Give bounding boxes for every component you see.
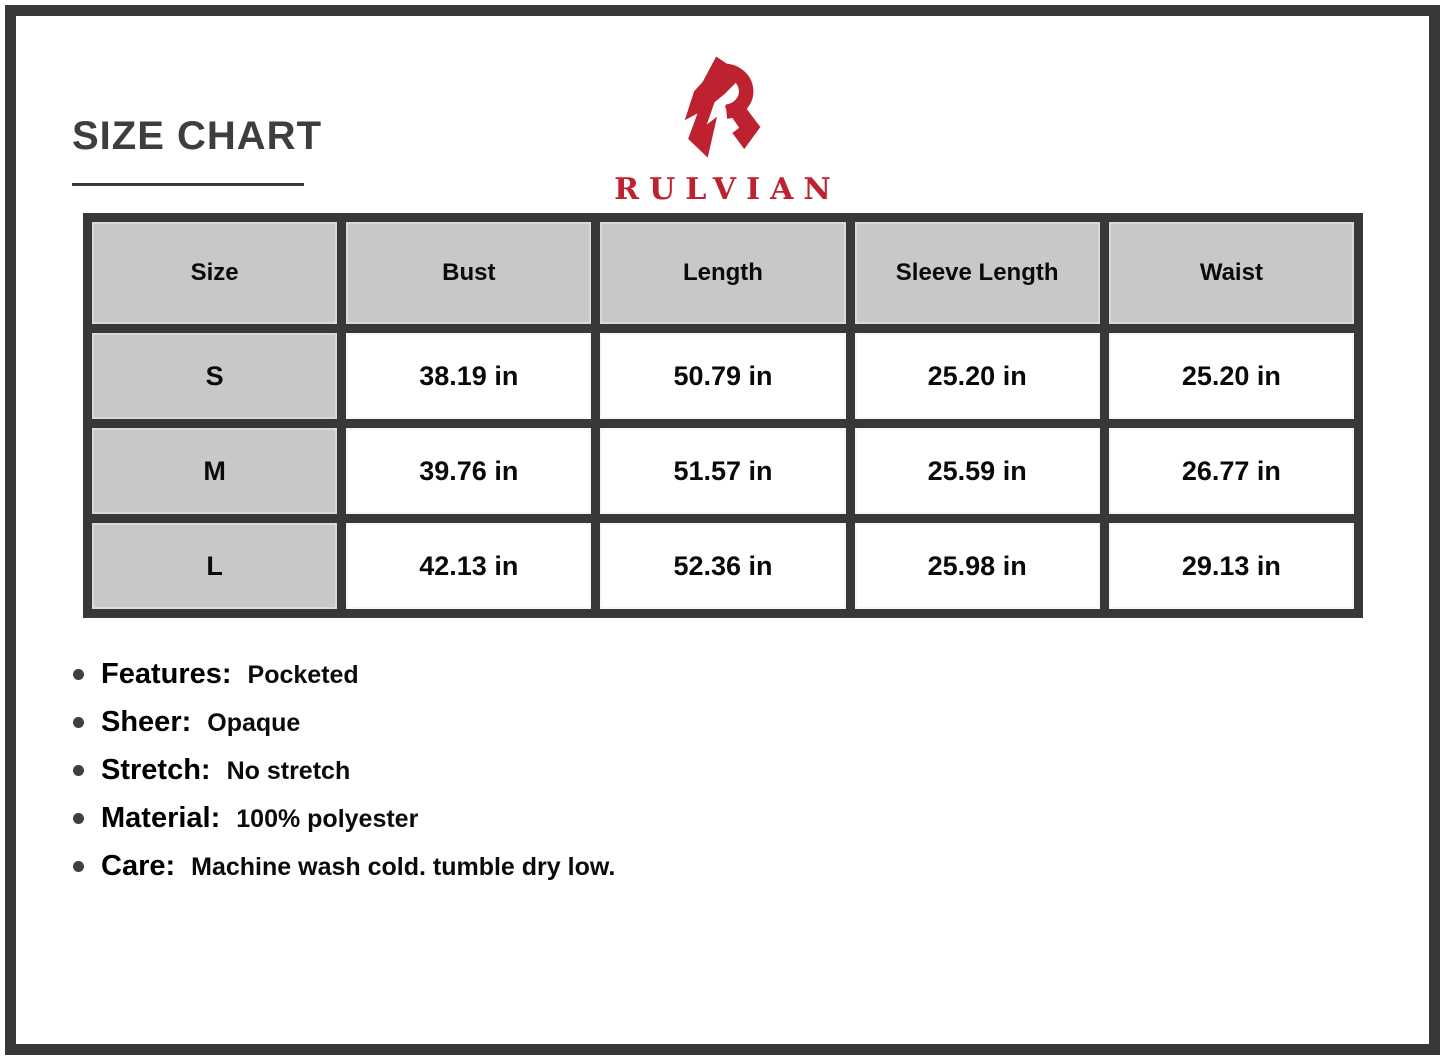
detail-item-material	[73, 802, 615, 835]
page-frame	[5, 5, 1440, 1055]
detail-item-sheer	[73, 706, 615, 739]
detail-label: Features:	[101, 658, 232, 690]
detail-label: Material:	[101, 802, 221, 834]
value-cell: 42.13 in	[346, 523, 591, 609]
table-row-s	[92, 333, 1354, 419]
detail-item-care	[73, 850, 615, 883]
bullet-icon	[73, 765, 84, 776]
column-header-sleeve-length: Sleeve Length	[855, 222, 1100, 324]
size-cell: M	[92, 428, 337, 514]
page-title: SIZE CHART	[72, 114, 322, 158]
detail-value: No stretch	[226, 757, 351, 785]
detail-label: Sheer:	[101, 706, 192, 738]
detail-item-features	[73, 658, 615, 691]
size-cell: L	[92, 523, 337, 609]
value-cell: 52.36 in	[600, 523, 845, 609]
detail-label: Care:	[101, 850, 176, 882]
column-header-size: Size	[92, 222, 337, 324]
brand-name: RULVIAN	[614, 172, 841, 207]
bullet-icon	[73, 717, 84, 728]
value-cell: 25.98 in	[855, 523, 1100, 609]
column-header-length: Length	[600, 222, 845, 324]
detail-value: 100% polyester	[236, 805, 419, 833]
detail-value: Machine wash cold. tumble dry low.	[191, 853, 616, 881]
value-cell: 39.76 in	[346, 428, 591, 514]
column-header-bust: Bust	[346, 222, 591, 324]
brand-logo	[16, 50, 1429, 207]
value-cell: 25.59 in	[855, 428, 1100, 514]
detail-item-stretch	[73, 754, 615, 787]
bullet-icon	[73, 813, 84, 824]
value-cell: 25.20 in	[1109, 333, 1354, 419]
bullet-icon	[73, 861, 84, 872]
value-cell: 50.79 in	[600, 333, 845, 419]
value-cell: 51.57 in	[600, 428, 845, 514]
table-row-l	[92, 523, 1354, 609]
value-cell: 25.20 in	[855, 333, 1100, 419]
value-cell: 26.77 in	[1109, 428, 1354, 514]
detail-value: Opaque	[207, 709, 301, 737]
detail-label: Stretch:	[101, 754, 211, 786]
column-header-waist: Waist	[1109, 222, 1354, 324]
detail-value: Pocketed	[247, 661, 359, 689]
details-list	[73, 658, 615, 898]
table-row-m	[92, 428, 1354, 514]
header-row	[92, 222, 1354, 324]
rulvian-r-logo-icon	[672, 50, 774, 170]
value-cell: 29.13 in	[1109, 523, 1354, 609]
bullet-icon	[73, 669, 84, 680]
size-cell: S	[92, 333, 337, 419]
size-chart-table	[83, 213, 1363, 618]
value-cell: 38.19 in	[346, 333, 591, 419]
